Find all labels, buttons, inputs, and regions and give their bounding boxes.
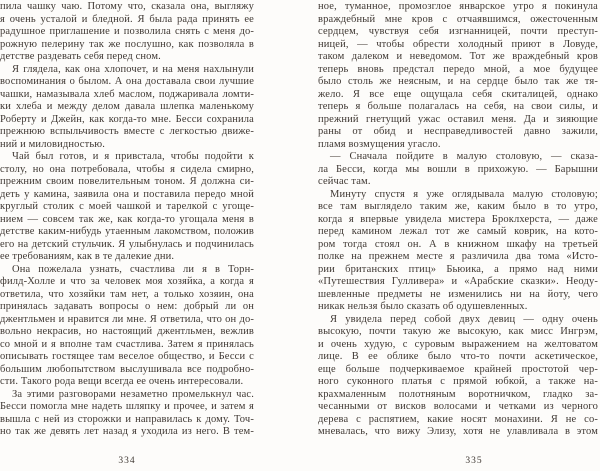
paragraph — [0, 264, 254, 389]
text-line: шевленные предметы не изменились ни на йоту, чего — [318, 288, 598, 300]
text-line: сейчас там. — [318, 176, 371, 187]
text-line: детстве каким-нибудь утаенным лакомством, положив — [0, 226, 254, 237]
text-line: полке на прежнем месте я различила два тома «Исто- — [318, 251, 598, 262]
text-line: никак нельзя было сказать об одушевленных. — [318, 301, 528, 312]
text-line: ний и миловидностью. — [0, 138, 106, 150]
text-line: перед камином лежал тот же самый коврик, на кото- — [318, 226, 598, 237]
text-line: ла Бесси, когда мы вошли в прихожую. — Барышни — [318, 163, 598, 175]
page-number-left: 334 — [118, 456, 136, 466]
text-line: прежнюю вспыльчивость вместе с легкостью движе- — [0, 126, 254, 137]
text-line: нием — совсем так же, как когда-то угощала меня в — [0, 213, 254, 225]
paragraph — [318, 314, 598, 439]
text-line: ки хлеба и между делом давала шлепка маленькому — [0, 101, 254, 112]
text-line: сти. Такого рода вещи всегда ее очень интересовали. — [0, 376, 244, 387]
text-line: мневалась, что вижу Элизу, хотя не улавливала в этом — [318, 426, 598, 437]
text-line: дерева с распятием, какие носят монахини. Я не со- — [318, 413, 598, 425]
text-line: пламя возмущения угасло. — [318, 138, 441, 150]
paragraph — [318, 1, 598, 151]
text-line: описывать гостящее там веселое общество, и Бесси с — [0, 351, 254, 362]
text-line: прежний гнетущий ужас оставил меня. Да и зияющие — [318, 113, 598, 125]
paragraph — [318, 189, 598, 314]
text-line: ного суконного платья с прямой юбкой, а также на- — [318, 376, 598, 387]
text-line: ром тогда стоял он. А в книжном шкафу на третьей — [318, 238, 598, 250]
text-line: ное, туманное, промозглое январское утро я покинула — [318, 1, 598, 12]
text-line: прежним своим повелительным тоном. Я должна си- — [0, 176, 254, 187]
text-line: рожную пелерину так же послушно, как позволяла в — [0, 38, 254, 50]
text-line: детстве раздевать себя перед сном. — [0, 51, 161, 62]
text-line: со мной и я вполне там счастлива. Затем я принялась — [0, 338, 254, 350]
text-line: Я глядела, как она хлопочет, и на меня нахлынули — [12, 63, 254, 75]
text-line: вышла с ней из сторожки и направилась к дому. Точ- — [0, 413, 254, 425]
text-line: лице. В ее облике было что-то почти аскетическое, — [318, 351, 598, 362]
text-line: «Путешествия Гулливера» и «Арабские сказки». Неоду- — [318, 276, 598, 287]
text-line: джентльмен и нравится ли мне. Я ответила, что он до- — [0, 313, 254, 325]
text-line: Минуту спустя я уже оглядывала малую столовую; — [330, 188, 598, 200]
text-line: Она пожелала узнать, счастлива ли я в Торн- — [12, 263, 254, 275]
text-line: вольно некрасив, но настоящий джентльмен, вежлив — [0, 326, 254, 337]
text-line: — Сначала пойдите в малую столовую, — сказа- — [330, 151, 598, 162]
text-line: столу, но она потребовала, чтобы я сидела смирно, — [0, 163, 254, 175]
text-line: принялась задавать вопросы о нем: добрый ли он — [0, 301, 254, 312]
text-line: таком далеком и неведомом. Тот же враждебный кров — [318, 51, 598, 62]
text-line: раны от обид и несправедливостей давно зажили, — [318, 126, 598, 137]
text-line: когда я впервые увидела мистера Броклхерста, — даже — [318, 213, 598, 225]
page-left — [0, 0, 254, 471]
paragraph — [0, 151, 254, 264]
text-line: воспоминания о былом. А она доставала свои лучшие — [0, 76, 254, 87]
text-line: Я увидела перед собой двух девиц — одну очень — [330, 313, 598, 325]
paragraph — [0, 64, 254, 152]
text-line: я очень усталой и бледной. Я была рада принять ее — [0, 13, 254, 25]
text-line: пила чашку чаю. Потому что, сказала она, выгляжу — [0, 1, 254, 12]
text-line: чесанными от висков волосами и четками из черного — [318, 401, 598, 412]
text-line: все там выглядело таким же, каким было в то утро, — [318, 201, 598, 212]
text-line: еще больше подчеркиваемое крайней простотой чер- — [318, 363, 598, 375]
text-line: было столь же неясным, и на сердце было так же тя- — [318, 76, 598, 87]
text-line: ответила, что хозяйки там нет, а только хозяин, она — [0, 288, 254, 300]
page-number-right: 335 — [465, 456, 483, 466]
text-line: ницей, — чтобы обрести холодный приют в Ловуде, — [318, 38, 598, 50]
text-line: высокую, почти такую же высокую, как мисс Ингрэм, — [318, 326, 598, 337]
text-line: теперь вновь предстал передо мной, а мое будущее — [318, 63, 598, 75]
text-line: Бесси помогла мне надеть шляпку и прочее, и затем я — [0, 401, 254, 412]
text-line: большим любопытством выслушивала все подробно- — [0, 363, 254, 375]
page-left-text — [0, 1, 254, 439]
paragraph — [0, 389, 254, 439]
text-line: филд-Холле и что за человек моя хозяйка, а когда я — [0, 276, 254, 287]
text-line: сердцем, чувствуя себя изгнанницей, почти преступ- — [318, 26, 598, 37]
text-line: но так же девять лет назад я уходила из него. В тем- — [0, 426, 254, 437]
text-line: За этими разговорами незаметно промелькнул час. — [12, 388, 254, 400]
text-line: и очень худую, с суровым выражением на желтоватом — [318, 338, 598, 350]
text-line: чашки, намазывала хлеб маслом, поджаривала ломти- — [0, 88, 254, 100]
page-right-text — [318, 1, 598, 439]
text-line: ее требованиям, как в те далекие дни. — [0, 251, 175, 262]
text-line: круглый столик с моей чашкой и тарелкой с угоще- — [0, 201, 254, 212]
text-line: враждебный мне кров с отчаявшимся, ожесточенным — [318, 13, 598, 25]
text-line: рии британских птиц» Бьюика, а прямо над ними — [318, 263, 598, 275]
text-line: его на детский стульчик. Я улыбнулась и подчинилась — [0, 238, 254, 250]
text-line: жело. Я все еще ощущала себя скиталицей, однако — [318, 88, 598, 100]
paragraph — [318, 151, 598, 189]
text-line: теперь я больше полагалась на себя, на свои силы, и — [318, 101, 598, 112]
page-right — [318, 0, 598, 471]
text-line: деть у камина, заявила она и поставила передо мной — [0, 188, 254, 200]
text-line: Роберту и Джейн, как когда-то мне. Бесси сохранила — [0, 113, 254, 125]
text-line: радушное приглашение и позволила снять с меня до- — [0, 26, 254, 37]
text-line: Чай был готов, и я привстала, чтобы подойти к — [12, 151, 254, 162]
paragraph — [0, 1, 254, 64]
text-line: крахмаленным полотняным воротничком, гладко за- — [318, 388, 598, 400]
